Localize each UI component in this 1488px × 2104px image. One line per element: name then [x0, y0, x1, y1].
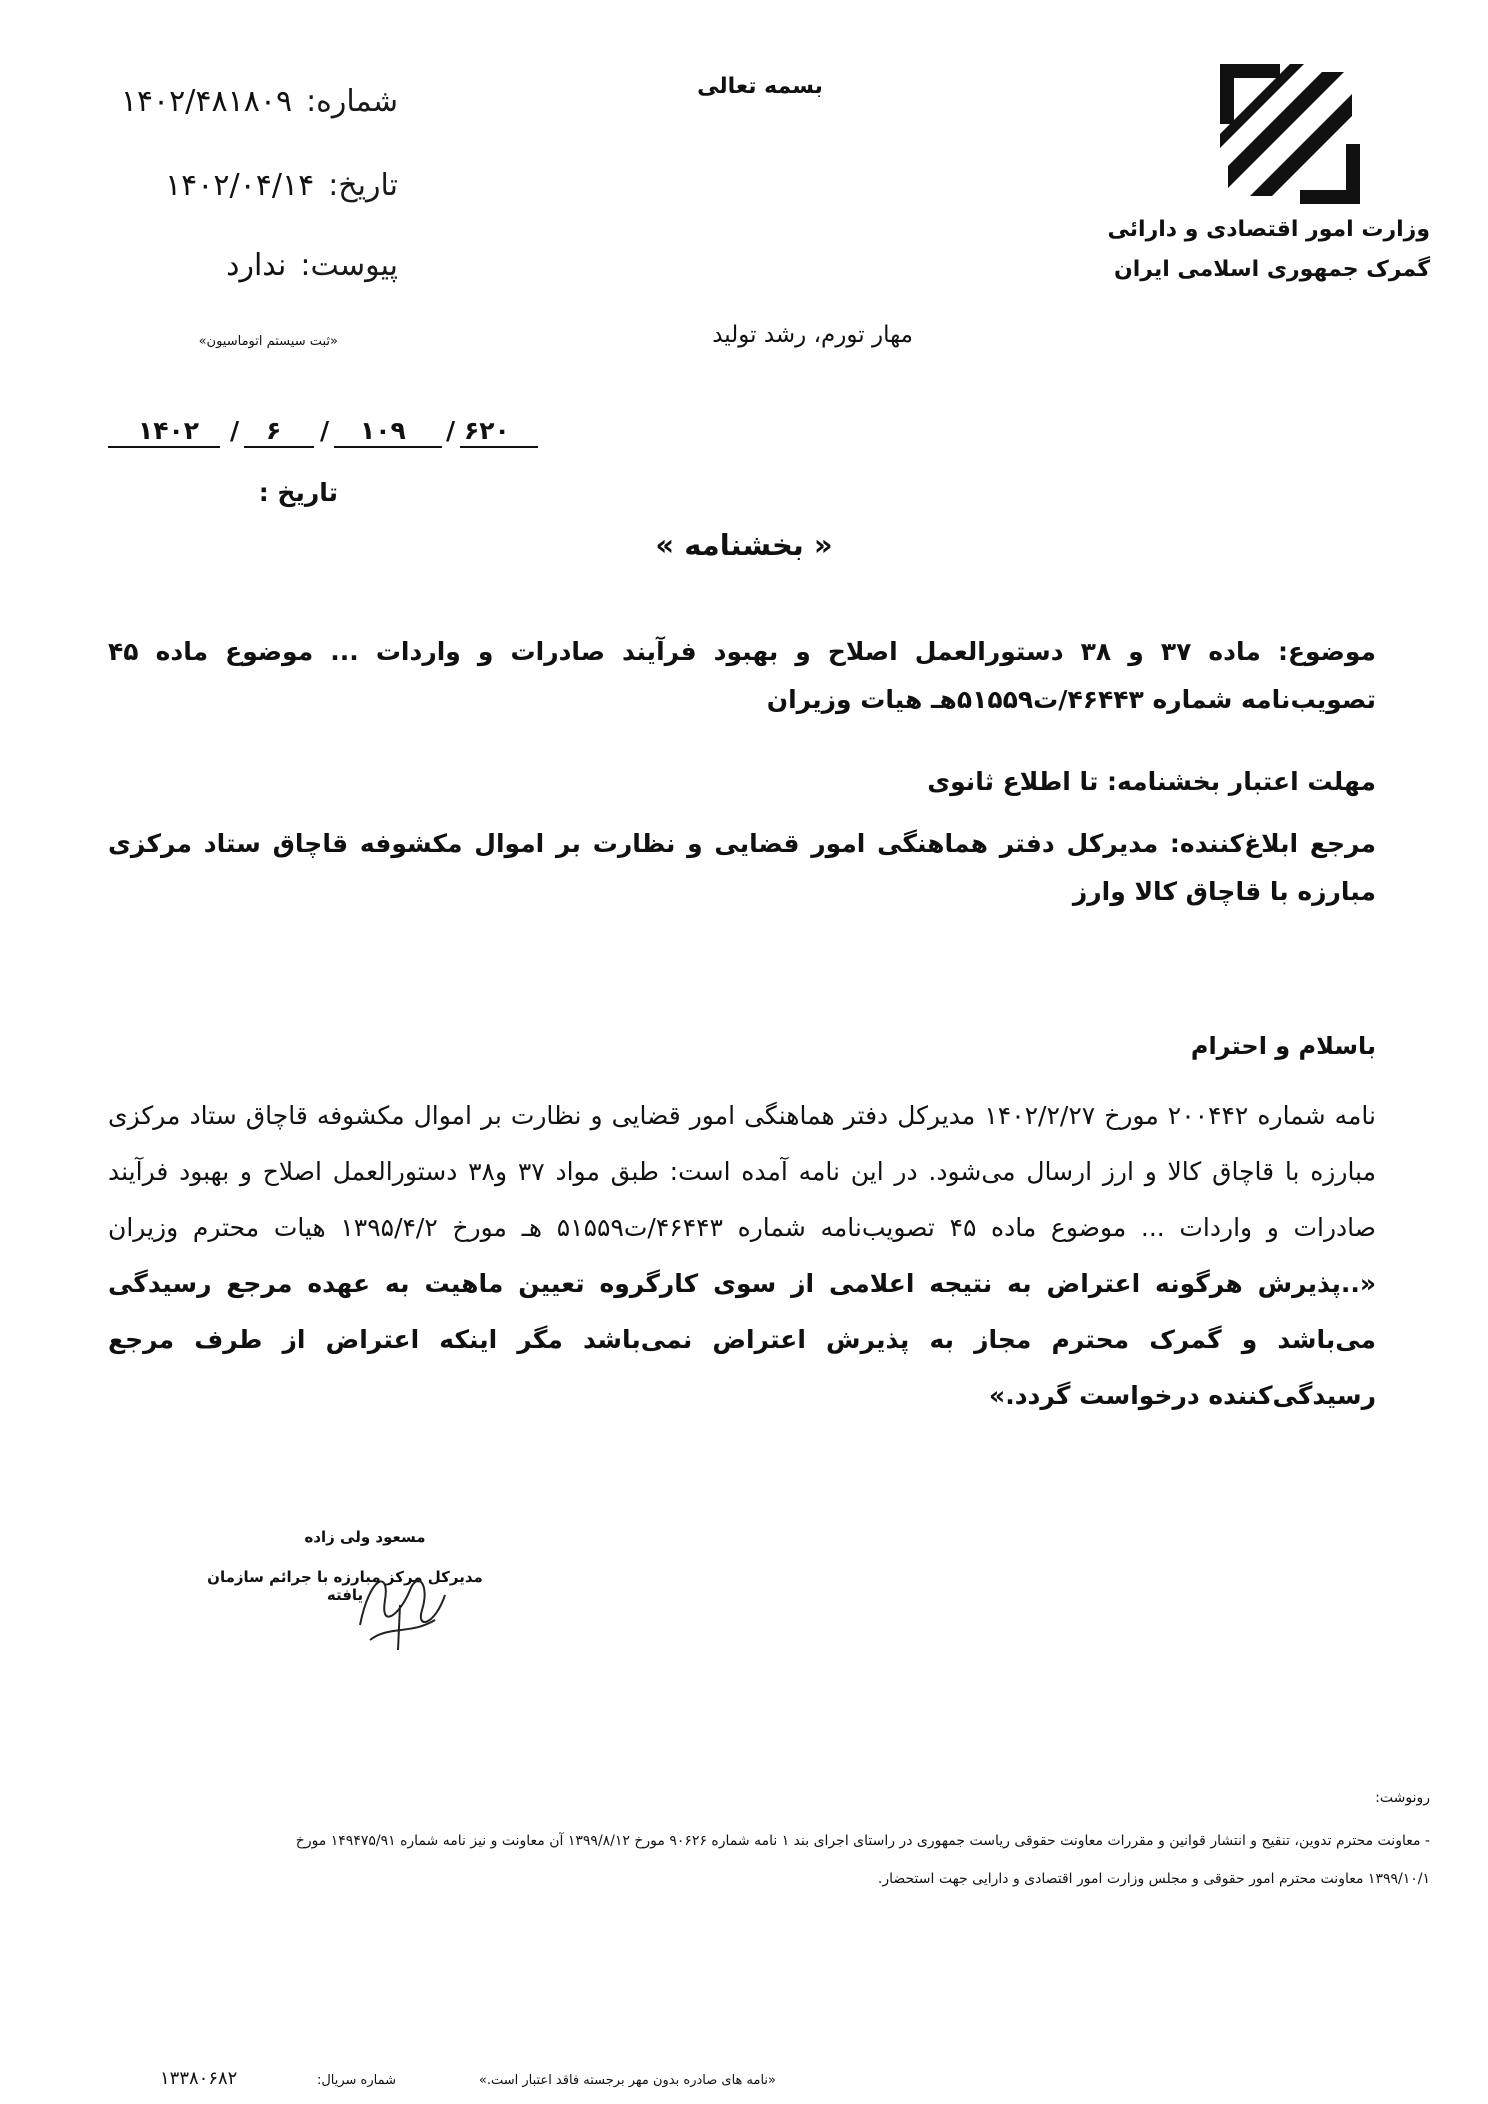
registration-year: ۱۴۰۲	[138, 416, 200, 445]
serial-value: ۱۳۳۸۰۶۸۲	[160, 2068, 238, 2089]
letter-date	[165, 168, 398, 203]
ministry-block	[1070, 210, 1430, 290]
cc-heading: رونوشت:	[1375, 1790, 1430, 1806]
quoted-text: «..پذیرش هرگونه اعتراض به نتیجه اعلامی از سوی کارگروه تعیین ماهیت به عهده مرجع رسیدگی می‌باشد و گمرک محترم مجاز به پذیرش اعتراض نمی‌باشد مگر اینکه اعتراض از طرف مرجع رسیدگی‌کننده درخواست گردد.»	[108, 1269, 1376, 1410]
circular-body	[108, 1088, 1376, 1424]
circular-referrer: مرجع ابلاغ‌کننده: مدیرکل دفتر هماهنگی امور قضایی و نظارت بر اموال مکشوفه قاچاق ستاد مرکزی مبارزه با قاچاق کالا وارز	[108, 829, 1376, 906]
slogan: مهار تورم، رشد تولید	[712, 322, 913, 348]
date-value: ۱۴۰۲/۰۴/۱۴	[165, 168, 315, 203]
cc-list	[130, 1822, 1430, 1898]
date-label: تاریخ:	[328, 168, 398, 203]
cc-line: - معاونت محترم تدوین، تنقیح و انتشار قوانین و مقررات معاونت حقوقی ریاست جمهوری در راستای اجرای بند ۱ نامه شماره ۹۰۶۲۶ مورخ ۱۳۹۹/۸/۱۲ آن معاونت و نیز نامه شماره ۱۴۹۴۷۵/۹۱ مورخ	[295, 1833, 1430, 1849]
ministry-name: وزارت امور اقتصادی و دارائی	[1107, 217, 1430, 242]
signatory-title: مدیرکل مرکز مبارزه با جرائم سازمان یافته	[207, 1568, 483, 1604]
footer-note: «نامه های صادره بدون مهر برجسته فاقد اعتبار است.»	[478, 2073, 776, 2088]
attachment-label: پیوست:	[300, 248, 398, 283]
circular-validity: مهلت اعتبار بخشنامه: تا اطلاع ثانوی	[927, 767, 1376, 796]
letter-attachment	[226, 248, 398, 283]
circular-date-label: تاریخ :	[258, 478, 338, 507]
cc-line: ۱۳۹۹/۱۰/۱ معاونت محترم امور حقوقی و مجلس وزارت امور اقتصادی و دارایی جهت استحضار.	[877, 1871, 1430, 1887]
serial-label: شماره سریال:	[316, 2073, 396, 2088]
number-label: شماره:	[306, 84, 398, 119]
handwritten-signature	[340, 1555, 460, 1655]
circular-title: « بخشنامه »	[655, 528, 833, 562]
organization-name: گمرک جمهوری اسلامی ایران	[1113, 257, 1430, 282]
customs-logo	[1220, 64, 1360, 204]
registration-number-line: ۱۴۰۲ / ۶ / ۱۰۹ / ۶۲۰	[108, 416, 538, 456]
attachment-value: ندارد	[226, 248, 287, 283]
registration-month: ۶	[266, 416, 282, 445]
registration-prefix: ۶۲۰	[464, 416, 510, 445]
registration-code: ۱۰۹	[360, 416, 406, 445]
circular-subject: موضوع: ماده ۳۷ و ۳۸ دستورالعمل اصلاح و بهبود فرآیند صادرات و واردات ... موضوع ماده ۴۵ تصویب‌نامه شماره ۴۶۴۴۳/ت۵۱۵۵۹هـ هیات وزیران	[108, 637, 1377, 714]
body-text: نامه شماره ۲۰۰۴۴۲ مورخ ۱۴۰۲/۲/۲۷ مدیرکل دفتر هماهنگی امور قضایی و نظارت بر اموال مکشوفه قاچاق ستاد مرکزی مبارزه با قاچاق کالا و ارز ارسال می‌شود. در این نامه آمده است: طبق مواد ۳۷ و۳۸ دستورالعمل اصلاح و بهبود فرآیند صادرات و واردات ... موضوع ماده ۴۵ تصویب‌نامه شماره ۴۶۴۴۳/ت۵۱۵۵۹ هـ مورخ ۱۳۹۵/۴/۲ هیات محترم وزیران	[108, 1101, 1376, 1242]
automation-note: «ثبت سیستم اتوماسیون»	[198, 334, 338, 349]
letter-number	[121, 84, 398, 119]
bismillah-heading: بسمه تعالی	[697, 74, 823, 99]
greeting: باسلام و احترام	[1190, 1032, 1376, 1060]
signatory-name: مسعود ولی زاده	[304, 1528, 426, 1546]
number-value: ۱۴۰۲/۴۸۱۸۰۹	[120, 84, 293, 119]
